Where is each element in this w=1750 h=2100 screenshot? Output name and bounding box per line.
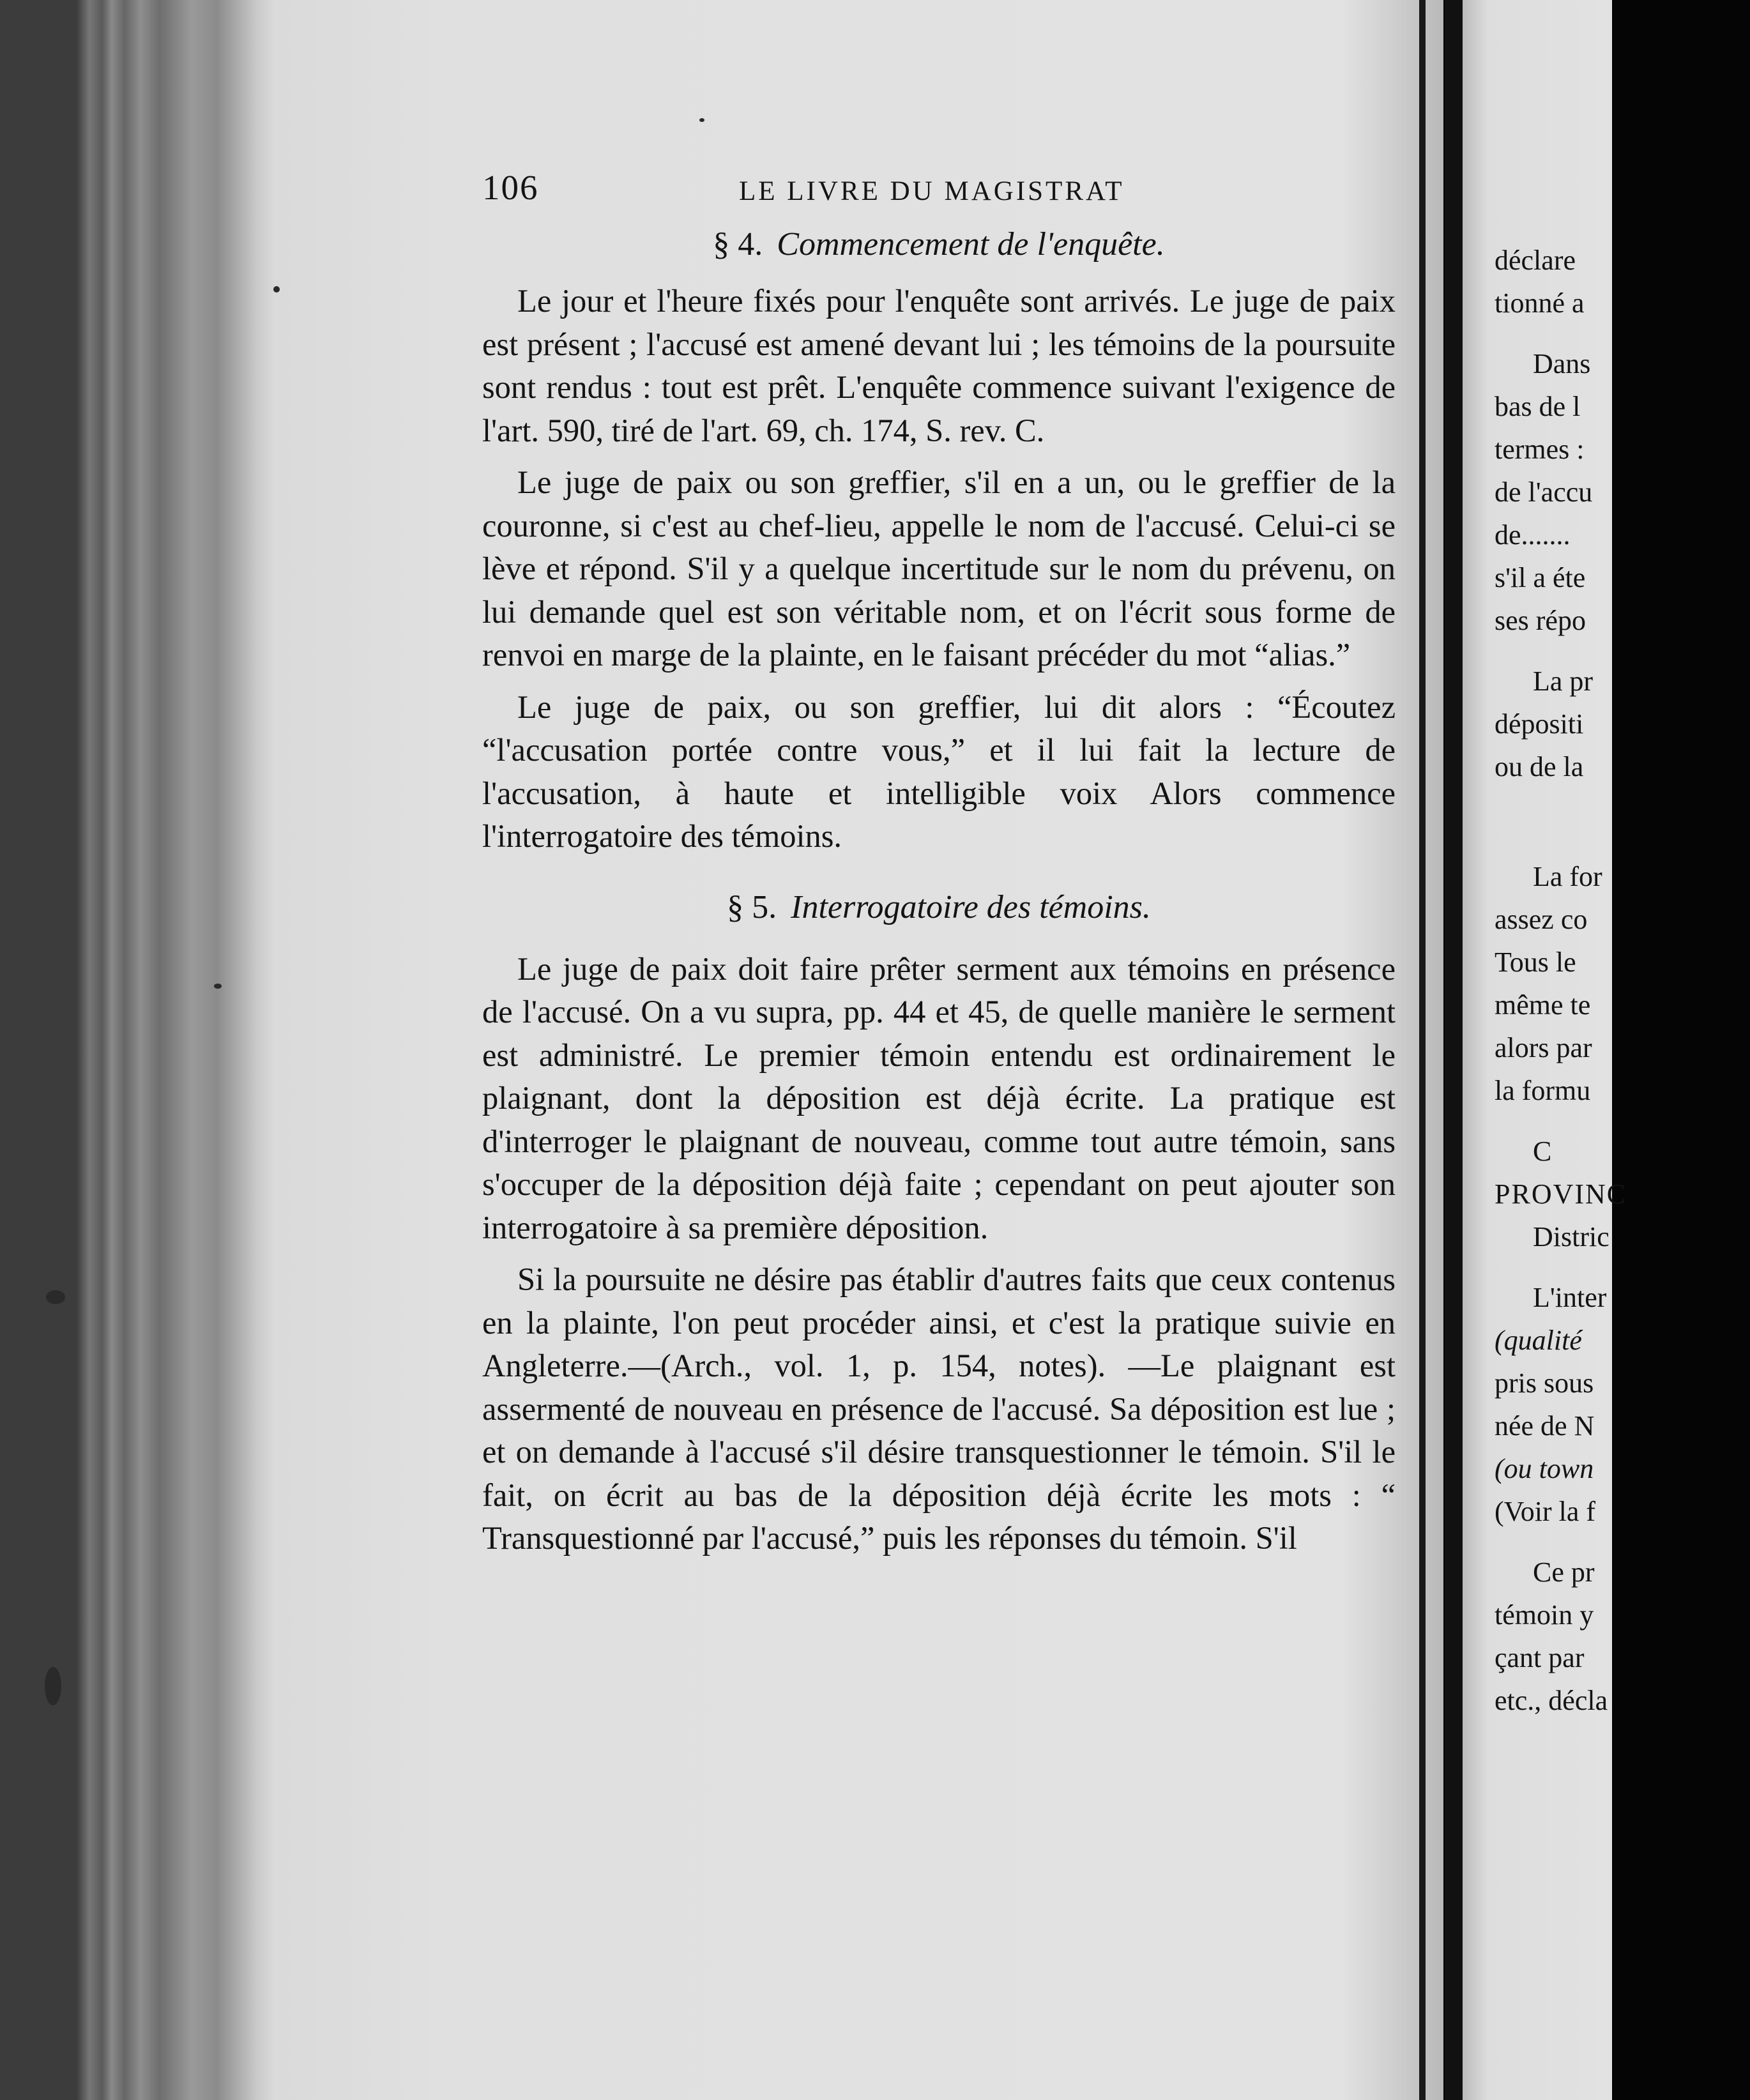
right-page-line: tionné a [1495, 287, 1585, 319]
right-page-line: née de N [1495, 1410, 1595, 1442]
right-page-line: (qualité [1495, 1325, 1582, 1356]
right-page-line: ou de la [1495, 751, 1584, 782]
right-page-line: C [1533, 1136, 1552, 1167]
paragraph: Le juge de paix ou son greffier, s'il en a un, ou le greffier de la couronne, si c'est au chef-lieu, appelle le nom de l'accusé. Celui-ci se lève et répond. S'il y a quelque incertitude sur le nom du prévenu, on lui demande quel est son véritable nom, et on l'écrit sous forme de renvoi en marge de la plainte, en le faisant précéder du mot “alias.” [482, 464, 1396, 673]
right-page-line: Tous le [1495, 947, 1576, 978]
paragraph: Si la poursuite ne désire pas établir d'autres faits que ceux contenus en la plainte, l'on peut procéder ainsi, et c'est la pratique suivie en Angleterre.—(Arch., vol. 1, p. 154, notes). —Le plaignant est assermenté de nouveau en présence de l'accusé. Sa déposition est lue ; et on demande à l'accusé s'il désire transquestionner le témoin. S'il le fait, on écrit au bas de la déposition déjà écrite les mots : “ Transquestionné par l'accusé,” puis les réponses du témoin. S'il [482, 1261, 1396, 1556]
page-edge-shadow [1419, 0, 1426, 2100]
right-page-line: la formu [1495, 1075, 1591, 1106]
right-page-line: çant par [1495, 1642, 1585, 1673]
right-page-line: termes : [1495, 434, 1585, 465]
line-gap [1495, 1533, 1750, 1551]
right-page-line: La pr [1533, 666, 1594, 697]
right-page-line: Ce pr [1533, 1556, 1595, 1588]
right-page-line: assez co [1495, 904, 1588, 935]
right-page-line: alors par [1495, 1032, 1592, 1063]
right-page-line: Dans [1533, 348, 1591, 379]
right-page-line: de....... [1495, 519, 1571, 551]
right-page-line: déclare [1495, 245, 1576, 276]
gutter-shadow [1445, 0, 1463, 2100]
line-gap [1495, 642, 1750, 660]
right-page-line: Distric [1533, 1221, 1609, 1252]
right-page-line: La for [1533, 861, 1602, 892]
section-title: Interrogatoire des témoins. [791, 888, 1151, 925]
right-page-line: de l'accu [1495, 476, 1593, 508]
right-page-line: bas de l [1495, 391, 1581, 422]
ink-speck [45, 1667, 61, 1705]
right-page-line: L'inter [1533, 1282, 1607, 1313]
page-number: 106 [482, 168, 539, 207]
paragraph: Le jour et l'heure fixés pour l'enquête sont arrivés. Le juge de paix est présent ; l'accusé est amené devant lui ; les témoins de la poursuite sont rendus : tout est prêt. L'enquête commence suivant l'exigence de l'art. 590, tiré de l'art. 69, ch. 174, S. rev. C. [482, 283, 1396, 448]
right-page-line: (ou town [1495, 1453, 1594, 1484]
ink-speck [214, 984, 222, 989]
section-heading-4 [482, 222, 1396, 267]
right-page-line: (Voir la f [1495, 1496, 1596, 1527]
right-page-line: même te [1495, 989, 1591, 1021]
section-number: § 5. [727, 888, 777, 925]
right-page-text [1495, 239, 1750, 1722]
right-page-line: dépositi [1495, 708, 1584, 740]
section-heading-5 [482, 885, 1396, 930]
ink-speck [699, 118, 704, 122]
left-page-text [482, 160, 1396, 1569]
right-page-line: s'il a éte [1495, 562, 1586, 593]
section-title: Commencement de l'enquête. [777, 226, 1165, 262]
ink-speck [46, 1290, 65, 1304]
right-page-line: témoin y [1495, 1599, 1594, 1631]
line-gap [1495, 324, 1750, 342]
line-gap [1495, 1258, 1750, 1276]
paragraph: Le juge de paix doit faire prêter serment aux témoins en présence de l'accusé. On a vu supra, pp. 44 et 45, de quelle manière le serment est administré. Le premier témoin entendu est ordinairement le plaignant, dont la déposition est déjà écrite. La pratique est d'interroger le plaignant de nouveau, comme tout autre témoin, sans s'occuper de la déposition déjà faite ; cependant on peut ajouter son interrogatoire à sa première déposition. [482, 950, 1396, 1245]
right-page-line: PROVINC [1495, 1178, 1627, 1210]
ink-speck [273, 286, 280, 293]
paragraph: Le juge de paix, ou son greffier, lui dit alors : “Écoutez “l'accusation portée contre vous,” et il lui fait la lecture de l'accusation, à haute et intelligible voix Alors commence l'interrogatoire des témoins. [482, 689, 1396, 854]
section-number: § 4. [713, 226, 763, 262]
running-title: LE LIVRE DU MAGISTRAT [739, 176, 1125, 206]
line-gap [1495, 1112, 1750, 1130]
line-gap [1495, 788, 1750, 855]
right-page-line: etc., décla [1495, 1685, 1608, 1716]
right-page [1463, 0, 1627, 2100]
right-page-line: ses répo [1495, 605, 1586, 636]
running-head [482, 160, 1396, 217]
right-page-line: pris sous [1495, 1367, 1594, 1399]
